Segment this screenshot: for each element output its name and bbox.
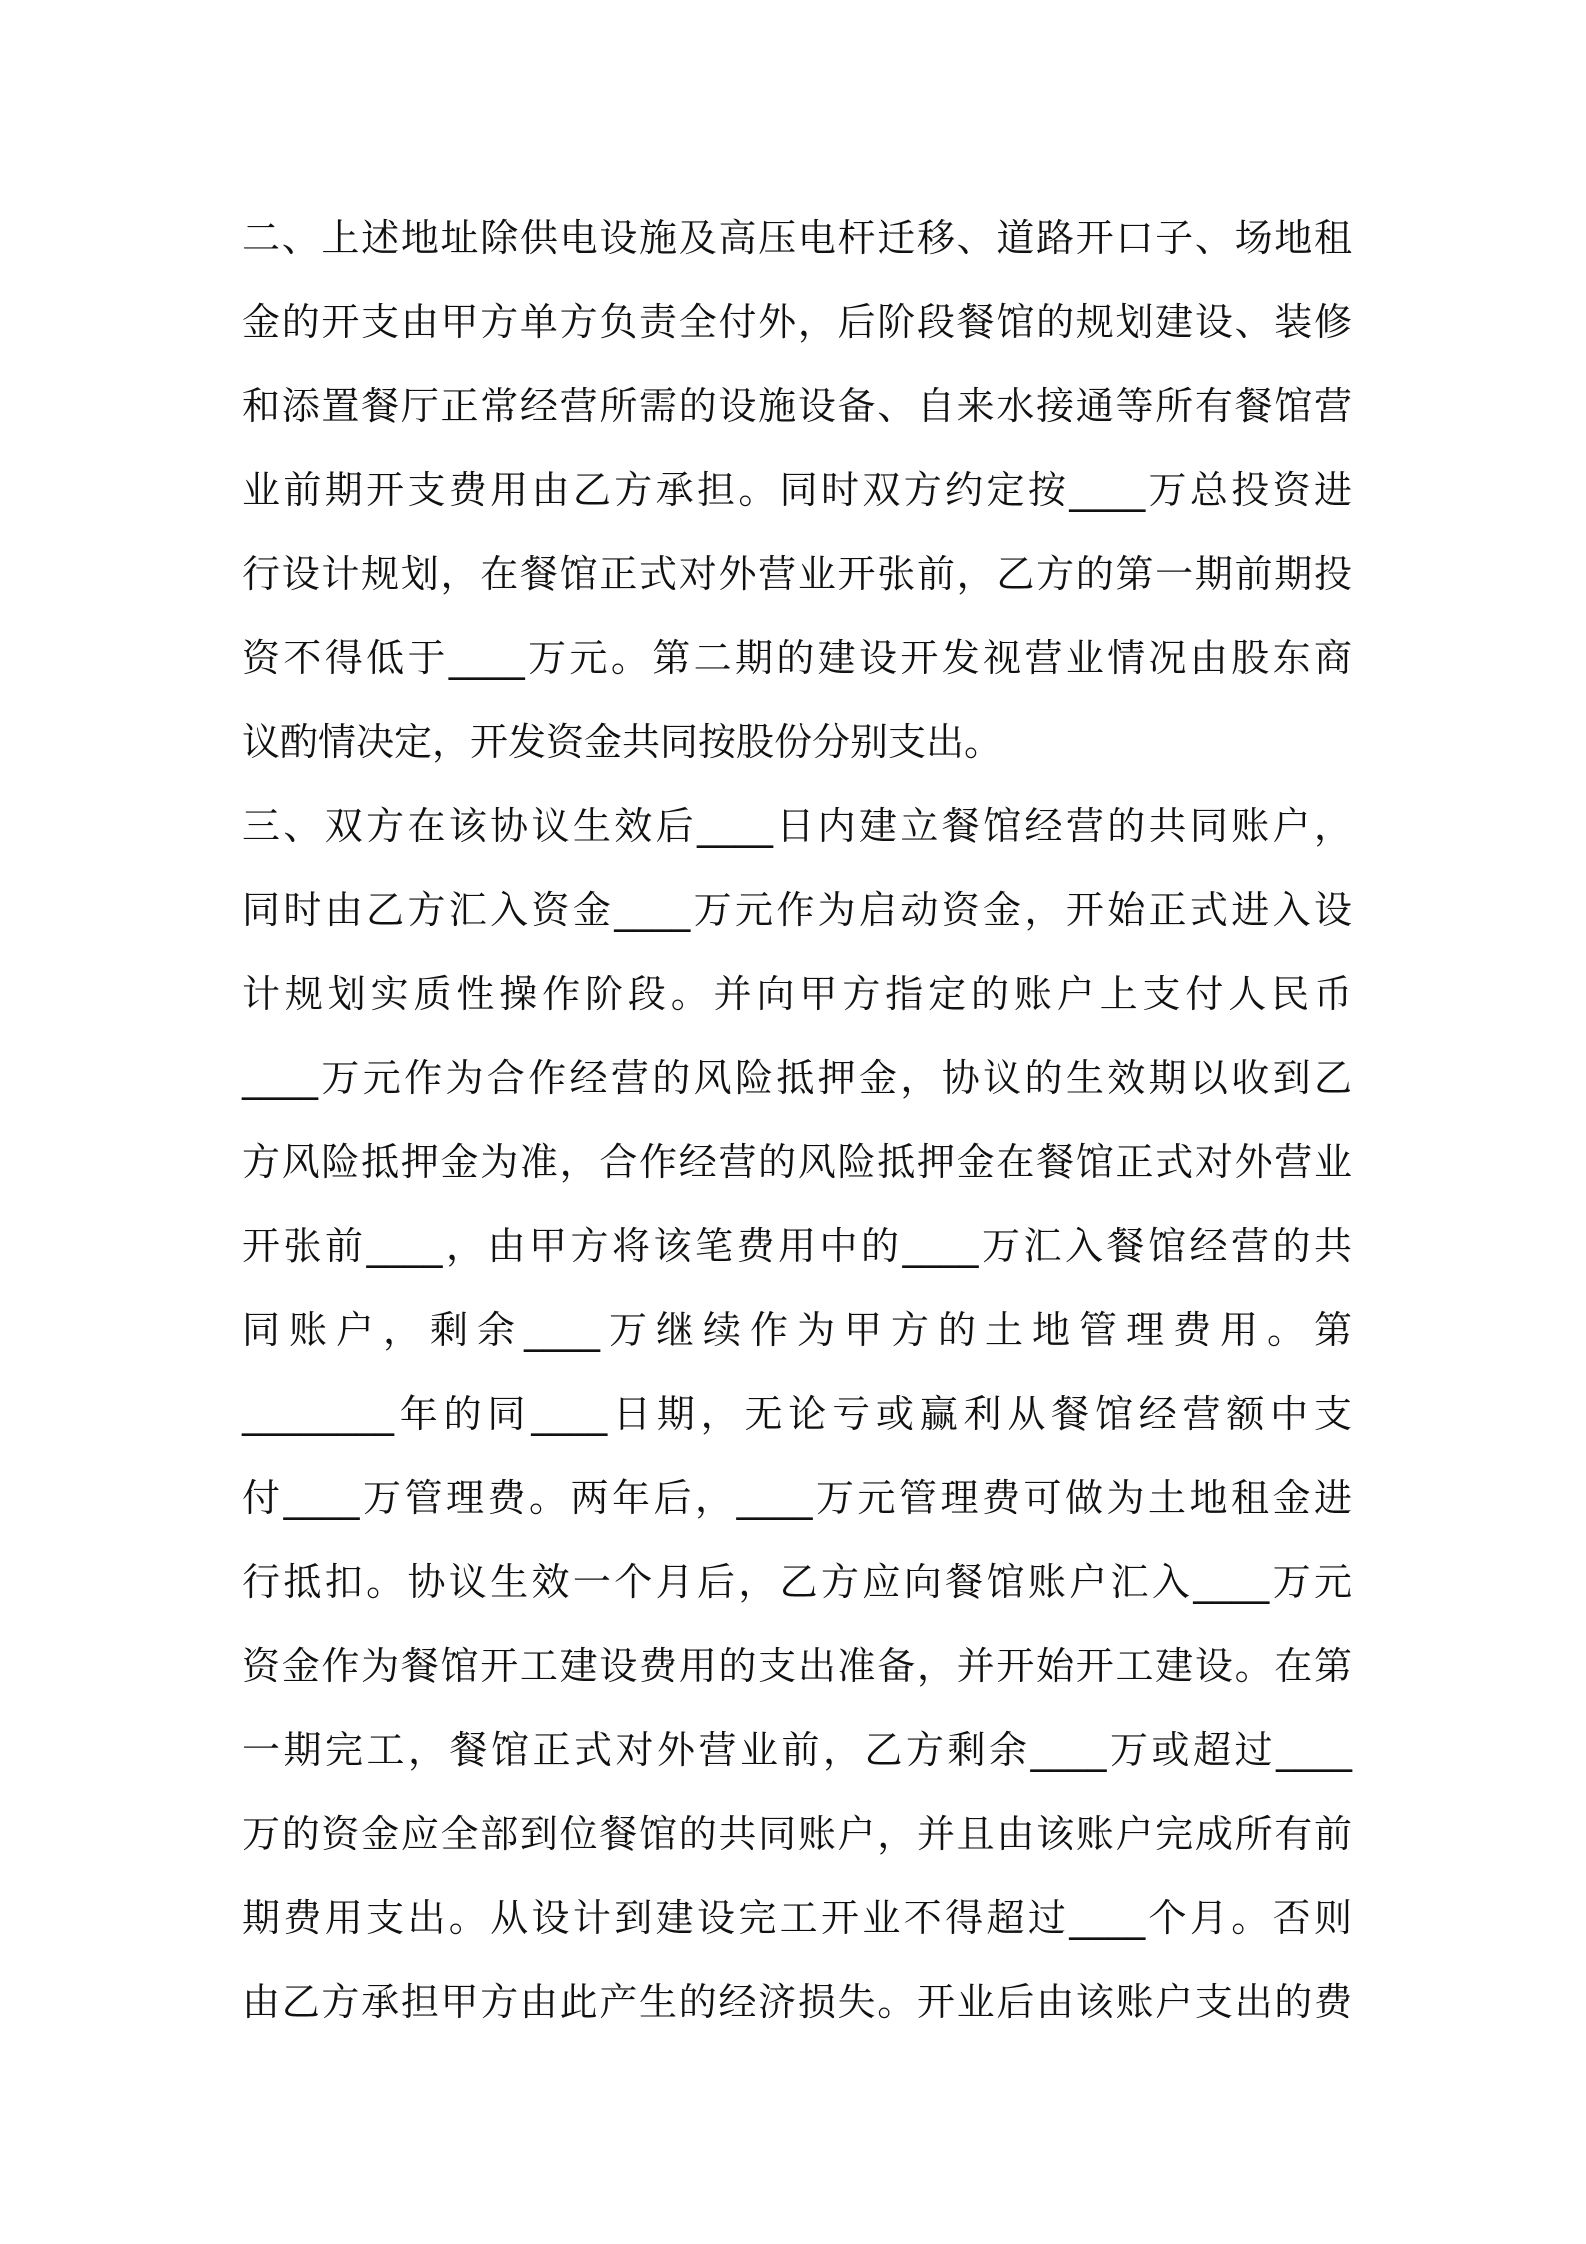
text-line: 三、双方在该协议生效后____日内建立餐馆经营的共同账户， <box>242 804 1352 848</box>
text-line: 行抵扣。协议生效一个月后，乙方应向餐馆账户汇入____万元 <box>242 1560 1352 1604</box>
text-line: 行设计规划，在餐馆正式对外营业开张前，乙方的第一期前期投 <box>242 552 1352 596</box>
text-line: 一期完工，餐馆正式对外营业前，乙方剩余____万或超过____ <box>242 1728 1352 1772</box>
text-line: 付____万管理费。两年后，____万元管理费可做为土地租金进 <box>242 1476 1352 1520</box>
text-line: 计规划实质性操作阶段。并向甲方指定的账户上支付人民币 <box>242 972 1352 1016</box>
text-line: 开张前____，由甲方将该笔费用中的____万汇入餐馆经营的共 <box>242 1224 1352 1268</box>
text-line: 和添置餐厅正常经营所需的设施设备、自来水接通等所有餐馆营 <box>242 384 1352 428</box>
text-line: 二、上述地址除供电设施及高压电杆迁移、道路开口子、场地租 <box>242 216 1352 260</box>
text-line: 万的资金应全部到位餐馆的共同账户，并且由该账户完成所有前 <box>242 1812 1352 1856</box>
text-line: ________年的同____日期，无论亏或赢利从餐馆经营额中支 <box>242 1392 1352 1436</box>
text-line: 方风险抵押金为准，合作经营的风险抵押金在餐馆正式对外营业 <box>242 1140 1352 1184</box>
text-line: 资不得低于____万元。第二期的建设开发视营业情况由股东商 <box>242 636 1352 680</box>
contract-text <box>242 196 1352 2044</box>
text-line: 期费用支出。从设计到建设完工开业不得超过____个月。否则 <box>242 1896 1352 1940</box>
text-line: 议酌情决定，开发资金共同按股份分别支出。 <box>242 720 1003 764</box>
text-line: ____万元作为合作经营的风险抵押金，协议的生效期以收到乙 <box>242 1056 1352 1100</box>
text-line: 金的开支由甲方单方负责全付外，后阶段餐馆的规划建设、装修 <box>242 300 1352 344</box>
text-line: 同账户，剩余____万继续作为甲方的土地管理费用。第 <box>242 1308 1352 1352</box>
text-line: 同时由乙方汇入资金____万元作为启动资金，开始正式进入设 <box>242 888 1352 932</box>
text-line: 业前期开支费用由乙方承担。同时双方约定按____万总投资进 <box>242 468 1352 512</box>
text-line: 资金作为餐馆开工建设费用的支出准备，并开始开工建设。在第 <box>242 1644 1352 1688</box>
text-line: 由乙方承担甲方由此产生的经济损失。开业后由该账户支出的费 <box>242 1980 1352 2024</box>
